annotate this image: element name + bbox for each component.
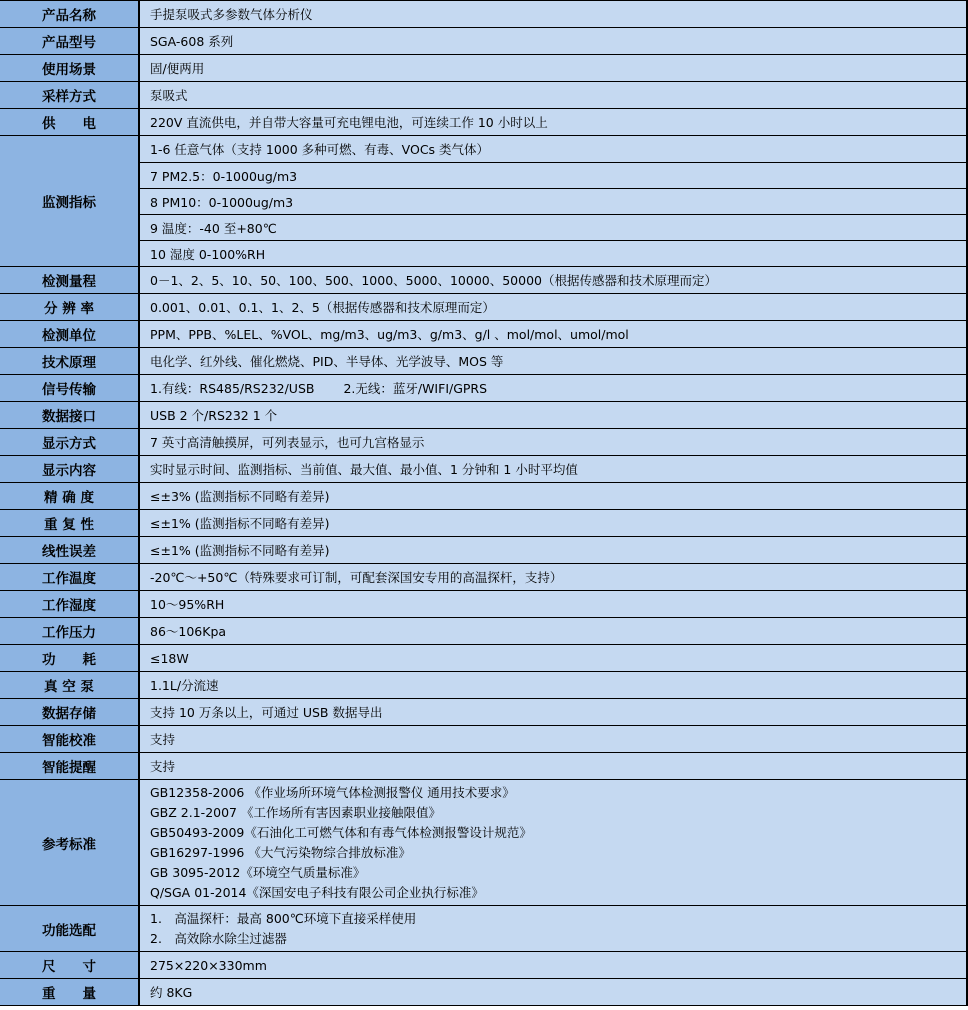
spec-row-monitoring-indicators [0, 136, 966, 267]
spec-row-smart-calibration [0, 726, 966, 753]
spec-row-signal-transmission [0, 375, 966, 402]
spec-value-signal-transmission: 1.有线：RS485/RS232/USB 2.无线：蓝牙/WIFI/GPRS [150, 381, 488, 396]
spec-row-sampling-method [0, 82, 966, 109]
spec-label-detection-unit: 检测单位 [0, 321, 140, 347]
spec-row-repeatability [0, 510, 966, 537]
spec-values-usage-scene [140, 55, 966, 81]
spec-subcell-monitoring-indicators-0: 1-6 任意气体（支持 1000 多种可燃、有毒、VOCs 类气体） [150, 142, 490, 157]
spec-value-product-model: SGA-608 系列 [150, 34, 234, 49]
spec-subcell-monitoring-indicators-3: 9 温度：-40 至+80℃ [140, 214, 966, 240]
spec-label-repeatability: 重 复 性 [0, 510, 140, 536]
spec-values-reference-standards [140, 780, 966, 905]
spec-label-display-content: 显示内容 [0, 456, 140, 482]
spec-value-smart-calibration: 支持 [150, 732, 176, 747]
spec-line-optional-functions-0: 1. 高温探杆：最高 800℃环境下直接采样使用 [150, 911, 417, 926]
spec-line-reference-standards-3: GB16297-1996 《大气污染物综合排放标准》 [150, 845, 411, 860]
spec-values-detection-range [140, 267, 966, 293]
spec-value-dimensions: 275×220×330mm [150, 957, 267, 973]
spec-multiline-cell-optional-functions [140, 906, 966, 951]
spec-label-display-mode: 显示方式 [0, 429, 140, 455]
spec-label-working-temperature: 工作温度 [0, 564, 140, 590]
spec-value-data-interface: USB 2 个/RS232 1 个 [150, 408, 278, 423]
spec-label-weight: 重 量 [0, 979, 140, 1005]
spec-value-smart-reminder: 支持 [150, 759, 176, 774]
spec-row-linearity-error [0, 537, 966, 564]
spec-values-resolution [140, 294, 966, 320]
spec-row-accuracy [0, 483, 966, 510]
spec-value-weight: 约 8KG [150, 985, 193, 1000]
spec-values-power-supply [140, 109, 966, 135]
spec-subcell-monitoring-indicators-1: 7 PM2.5：0-1000ug/m3 [140, 162, 966, 188]
spec-value-power-consumption: ≤18W [150, 650, 189, 666]
spec-row-display-mode [0, 429, 966, 456]
spec-row-display-content [0, 456, 966, 483]
spec-values-data-interface [140, 402, 966, 428]
spec-values-smart-reminder [140, 753, 966, 779]
spec-value-display-content: 实时显示时间、监测指标、当前值、最大值、最小值、1 分钟和 1 小时平均值 [150, 462, 578, 477]
spec-label-working-humidity: 工作湿度 [0, 591, 140, 617]
spec-label-working-pressure: 工作压力 [0, 618, 140, 644]
spec-row-technical-principle [0, 348, 966, 375]
spec-label-dimensions: 尺 寸 [0, 952, 140, 978]
spec-value-usage-scene: 固/便两用 [150, 61, 205, 76]
spec-label-product-name: 产品名称 [0, 1, 140, 27]
spec-label-power-consumption: 功 耗 [0, 645, 140, 671]
spec-values-signal-transmission [140, 375, 966, 401]
spec-values-linearity-error [140, 537, 966, 563]
spec-row-product-name [0, 1, 966, 28]
spec-values-working-humidity [140, 591, 966, 617]
spec-value-technical-principle: 电化学、红外线、催化燃烧、PID、半导体、光学波导、MOS 等 [150, 354, 504, 369]
spec-values-optional-functions [140, 906, 966, 951]
spec-label-optional-functions: 功能选配 [0, 906, 140, 951]
spec-row-vacuum-pump [0, 672, 966, 699]
spec-row-data-interface [0, 402, 966, 429]
spec-values-detection-unit [140, 321, 966, 347]
spec-label-usage-scene: 使用场景 [0, 55, 140, 81]
spec-label-accuracy: 精 确 度 [0, 483, 140, 509]
spec-row-resolution [0, 294, 966, 321]
spec-line-reference-standards-1: GBZ 2.1-2007 《工作场所有害因素职业接触限值》 [150, 805, 441, 820]
spec-values-product-name [140, 1, 966, 27]
spec-label-resolution: 分 辨 率 [0, 294, 140, 320]
spec-values-working-temperature [140, 564, 966, 590]
spec-values-data-storage [140, 699, 966, 725]
spec-row-product-model [0, 28, 966, 55]
spec-label-data-interface: 数据接口 [0, 402, 140, 428]
spec-value-linearity-error: ≤±1% (监测指标不同略有差异) [150, 543, 330, 558]
spec-row-data-storage [0, 699, 966, 726]
spec-line-reference-standards-4: GB 3095-2012《环境空气质量标准》 [150, 865, 366, 880]
spec-label-reference-standards: 参考标准 [0, 780, 140, 905]
spec-label-smart-calibration: 智能校准 [0, 726, 140, 752]
spec-label-product-model: 产品型号 [0, 28, 140, 54]
spec-row-working-humidity [0, 591, 966, 618]
spec-value-vacuum-pump: 1.1L/分流速 [150, 678, 219, 693]
spec-values-weight [140, 979, 966, 1005]
spec-label-power-supply: 供 电 [0, 109, 140, 135]
spec-values-display-content [140, 456, 966, 482]
spec-line-reference-standards-5: Q/SGA 01-2014《深国安电子科技有限公司企业执行标准》 [150, 885, 484, 900]
spec-value-display-mode: 7 英寸高清触摸屏，可列表显示，也可九宫格显示 [150, 435, 425, 450]
spec-row-dimensions [0, 952, 966, 979]
spec-row-detection-unit [0, 321, 966, 348]
spec-label-linearity-error: 线性误差 [0, 537, 140, 563]
spec-value-working-humidity: 10～95%RH [150, 597, 225, 612]
spec-label-data-storage: 数据存储 [0, 699, 140, 725]
spec-row-working-temperature [0, 564, 966, 591]
spec-value-accuracy: ≤±3% (监测指标不同略有差异) [150, 489, 330, 504]
spec-value-repeatability: ≤±1% (监测指标不同略有差异) [150, 516, 330, 531]
spec-label-detection-range: 检测量程 [0, 267, 140, 293]
spec-values-working-pressure [140, 618, 966, 644]
spec-values-accuracy [140, 483, 966, 509]
spec-label-vacuum-pump: 真 空 泵 [0, 672, 140, 698]
spec-row-power-supply [0, 109, 966, 136]
spec-value-working-temperature: -20℃～+50℃（特殊要求可订制，可配套深国安专用的高温探杆，支持） [150, 570, 563, 585]
spec-value-product-name: 手提泵吸式多参数气体分析仪 [150, 7, 313, 22]
spec-value-power-supply: 220V 直流供电，并自带大容量可充电锂电池，可连续工作 10 小时以上 [150, 115, 548, 130]
spec-values-vacuum-pump [140, 672, 966, 698]
spec-row-usage-scene [0, 55, 966, 82]
spec-label-sampling-method: 采样方式 [0, 82, 140, 108]
spec-values-display-mode [140, 429, 966, 455]
spec-values-power-consumption [140, 645, 966, 671]
spec-values-sampling-method [140, 82, 966, 108]
spec-line-reference-standards-0: GB12358-2006 《作业场所环境气体检测报警仪 通用技术要求》 [150, 785, 515, 800]
spec-value-detection-range: 0－1、2、5、10、50、100、500、1000、5000、10000、50000（根据传感器和技术原理而定） [150, 273, 717, 288]
spec-line-reference-standards-2: GB50493-2009《石油化工可燃气体和有毒气体检测报警设计规范》 [150, 825, 532, 840]
spec-row-power-consumption [0, 645, 966, 672]
spec-value-resolution: 0.001、0.01、0.1、1、2、5（根据传感器和技术原理而定） [150, 300, 495, 315]
spec-values-repeatability [140, 510, 966, 536]
spec-value-detection-unit: PPM、PPB、%LEL、%VOL、mg/m3、ug/m3、g/m3、g/l 、mol/mol、umol/mol [150, 327, 629, 342]
spec-values-product-model [140, 28, 966, 54]
spec-values-dimensions [140, 952, 966, 978]
spec-row-weight [0, 979, 966, 1006]
spec-values-monitoring-indicators [140, 136, 966, 266]
spec-multiline-cell-reference-standards [140, 780, 966, 905]
spec-value-data-storage: 支持 10 万条以上，可通过 USB 数据导出 [150, 705, 383, 720]
spec-row-smart-reminder [0, 753, 966, 780]
spec-values-smart-calibration [140, 726, 966, 752]
spec-value-sampling-method: 泵吸式 [150, 88, 188, 103]
spec-row-reference-standards [0, 780, 966, 906]
spec-values-technical-principle [140, 348, 966, 374]
spec-label-monitoring-indicators: 监测指标 [0, 136, 140, 266]
spec-subcell-monitoring-indicators-4: 10 湿度 0-100%RH [140, 240, 966, 266]
spec-value-working-pressure: 86～106Kpa [150, 624, 227, 639]
spec-label-signal-transmission: 信号传输 [0, 375, 140, 401]
spec-line-optional-functions-1: 2. 高效除水除尘过滤器 [150, 931, 287, 946]
spec-row-optional-functions [0, 906, 966, 952]
spec-label-technical-principle: 技术原理 [0, 348, 140, 374]
spec-row-working-pressure [0, 618, 966, 645]
spec-subcell-monitoring-indicators-2: 8 PM10：0-1000ug/m3 [140, 188, 966, 214]
spec-label-smart-reminder: 智能提醒 [0, 753, 140, 779]
spec-row-detection-range [0, 267, 966, 294]
